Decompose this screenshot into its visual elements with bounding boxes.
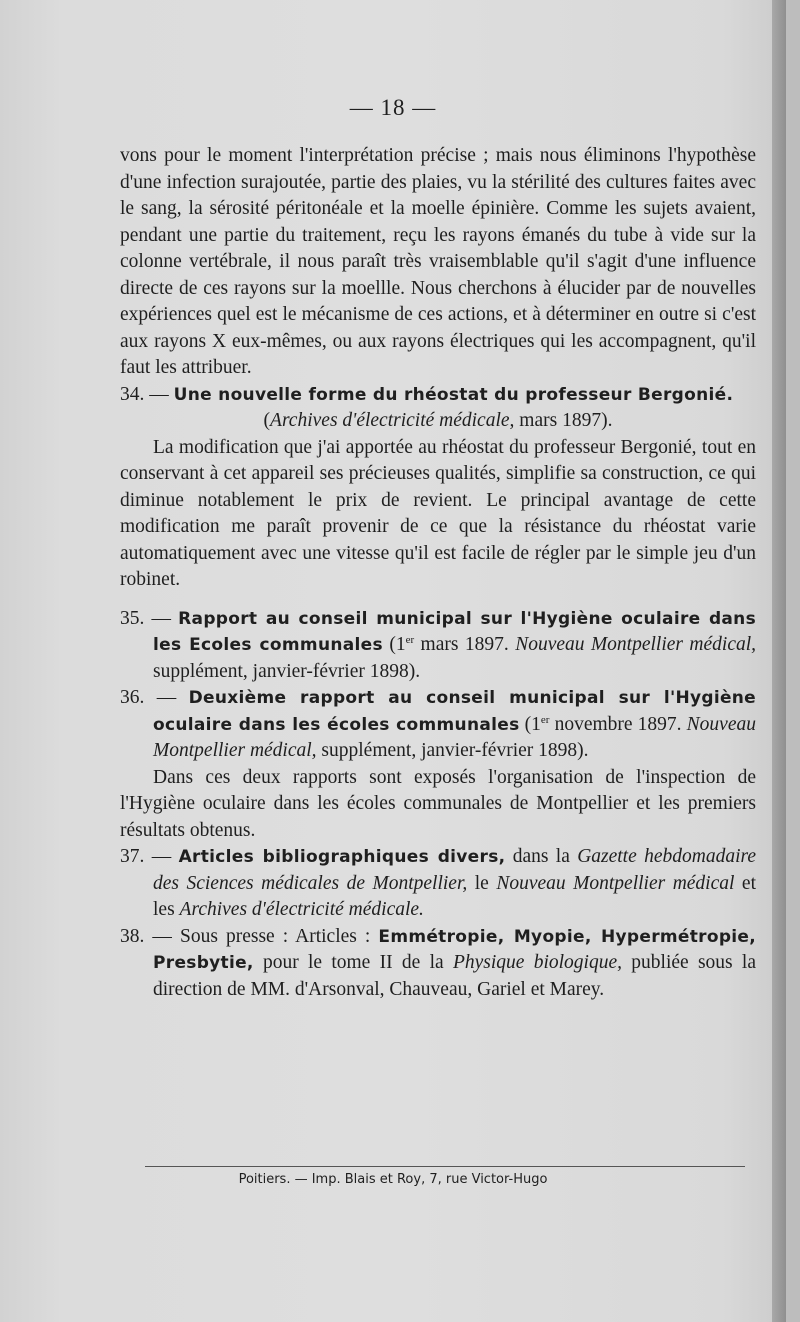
entry-journal: Archives d'électricité médicale.: [179, 899, 424, 920]
page-edge: [772, 0, 786, 1322]
entry-35: [120, 606, 756, 686]
footer-rule: [145, 1166, 745, 1167]
entry-date: novembre 1897.: [549, 713, 682, 735]
entry-date-sup: er: [405, 634, 415, 646]
entry-journal: Nouveau Montpellier médical: [496, 872, 735, 894]
entry-number: 36. —: [120, 687, 177, 708]
entry-title: Deuxième rapport au conseil municipal sur l'Hygiène oculaire dans les écoles communales: [153, 688, 757, 735]
entry-title: Rapport au conseil municipal sur l'Hygiène oculaire dans les Ecoles communales: [153, 608, 757, 655]
entry-37: [120, 844, 756, 924]
entry-date: mars 1897.: [414, 634, 509, 655]
entry-title: Une nouvelle forme du rhéostat du professeur Bergonié.: [173, 384, 734, 405]
entry-text: publiée sous la direction de MM. d'Arsonval, Chauveau, Gariel et Marey.: [153, 952, 756, 1000]
page-number: — 18 —: [349, 95, 437, 120]
entry-34: [120, 382, 756, 409]
citation-date: mars 1897).: [514, 410, 613, 431]
entry-number: 37. —: [120, 846, 172, 867]
intro-paragraph: vons pour le moment l'interprétation précise ; mais nous éliminons l'hypothèse d'une infection surajoutée, partie des plaies, vu la stérilité des cultures faites avec le sang, la sérosité péritonéale et la moelle épinière. Comme les sujets avaient, pendant une partie du traitement, reçu les rayons émanés du tube à vide sur la colonne vertébrale, il nous paraît très vraisemblable qu'il s'agit d'une influence directe de ces rayons sur la moellle. Nous cherchons à élucider par de nouvelles expériences quel est le mécanisme de ces actions, et à déterminer en outre si c'est aux rayons X eux-mêmes, ou aux rayons électriques qui les accompagnent, qu'il faut les attribuer.: [120, 145, 756, 378]
entry-text: le: [467, 872, 497, 894]
entry-lead: Sous presse : Articles :: [171, 925, 379, 947]
entry-journal: Nouveau Montpellier médical,: [153, 713, 756, 761]
entry-number: 34. —: [120, 383, 169, 405]
citation-open: (: [263, 410, 271, 431]
entry-journal: Gazette hebdomadaire des Sciences médicales de Montpellier,: [153, 846, 757, 894]
entry-34-paragraph: La modification que j'ai apportée au rhéostat du professeur Bergonié, tout en conservant à cet appareil ses précieuses qualités, simplifie sa construction, ce qui diminue notablement le prix de revient. Le principal avantage de cette modification me paraît provenir de ce que la résistance du rhéostat varie automatiquement avec une vitesse qu'il est facile de régler par le simple jeu d'un robinet.: [120, 436, 756, 590]
entry-34-citation: [120, 408, 756, 435]
entry-book: Physique biologique,: [452, 952, 622, 973]
entry-text: pour le tome II de la: [253, 952, 453, 973]
entry-date-open: (1: [382, 634, 406, 655]
entry-number: 35. —: [120, 607, 172, 629]
entry-journal: Nouveau Montpellier médical,: [515, 634, 757, 655]
entry-title: Articles bibliographiques divers,: [178, 847, 506, 867]
entry-36-paragraph: Dans ces deux rapports sont exposés l'organisation de l'inspection de l'Hygiène oculaire dans les écoles communales de Montpellier et les premiers résultats obtenus.: [120, 766, 756, 841]
entry-date-open: (1: [519, 713, 541, 735]
page-body: [120, 143, 756, 1003]
entry-text: dans la: [505, 846, 578, 867]
entry-date-sup: er: [540, 713, 550, 726]
entry-36: [120, 685, 756, 765]
entry-title: Emmétropie, Myopie, Hypermétropie, Presbytie,: [153, 926, 757, 973]
entry-text: et les: [153, 872, 757, 920]
entry-number: 38. —: [120, 925, 172, 947]
entry-38: [120, 924, 756, 1004]
citation-journal: Archives d'électricité médicale,: [270, 410, 515, 431]
entry-supplement: supplément, janvier-février 1898).: [153, 660, 421, 682]
printer-imprint: Poitiers. — Imp. Blais et Roy, 7, rue Victor-Hugo: [238, 1172, 548, 1187]
entry-supplement: supplément, janvier-février 1898).: [316, 740, 589, 761]
